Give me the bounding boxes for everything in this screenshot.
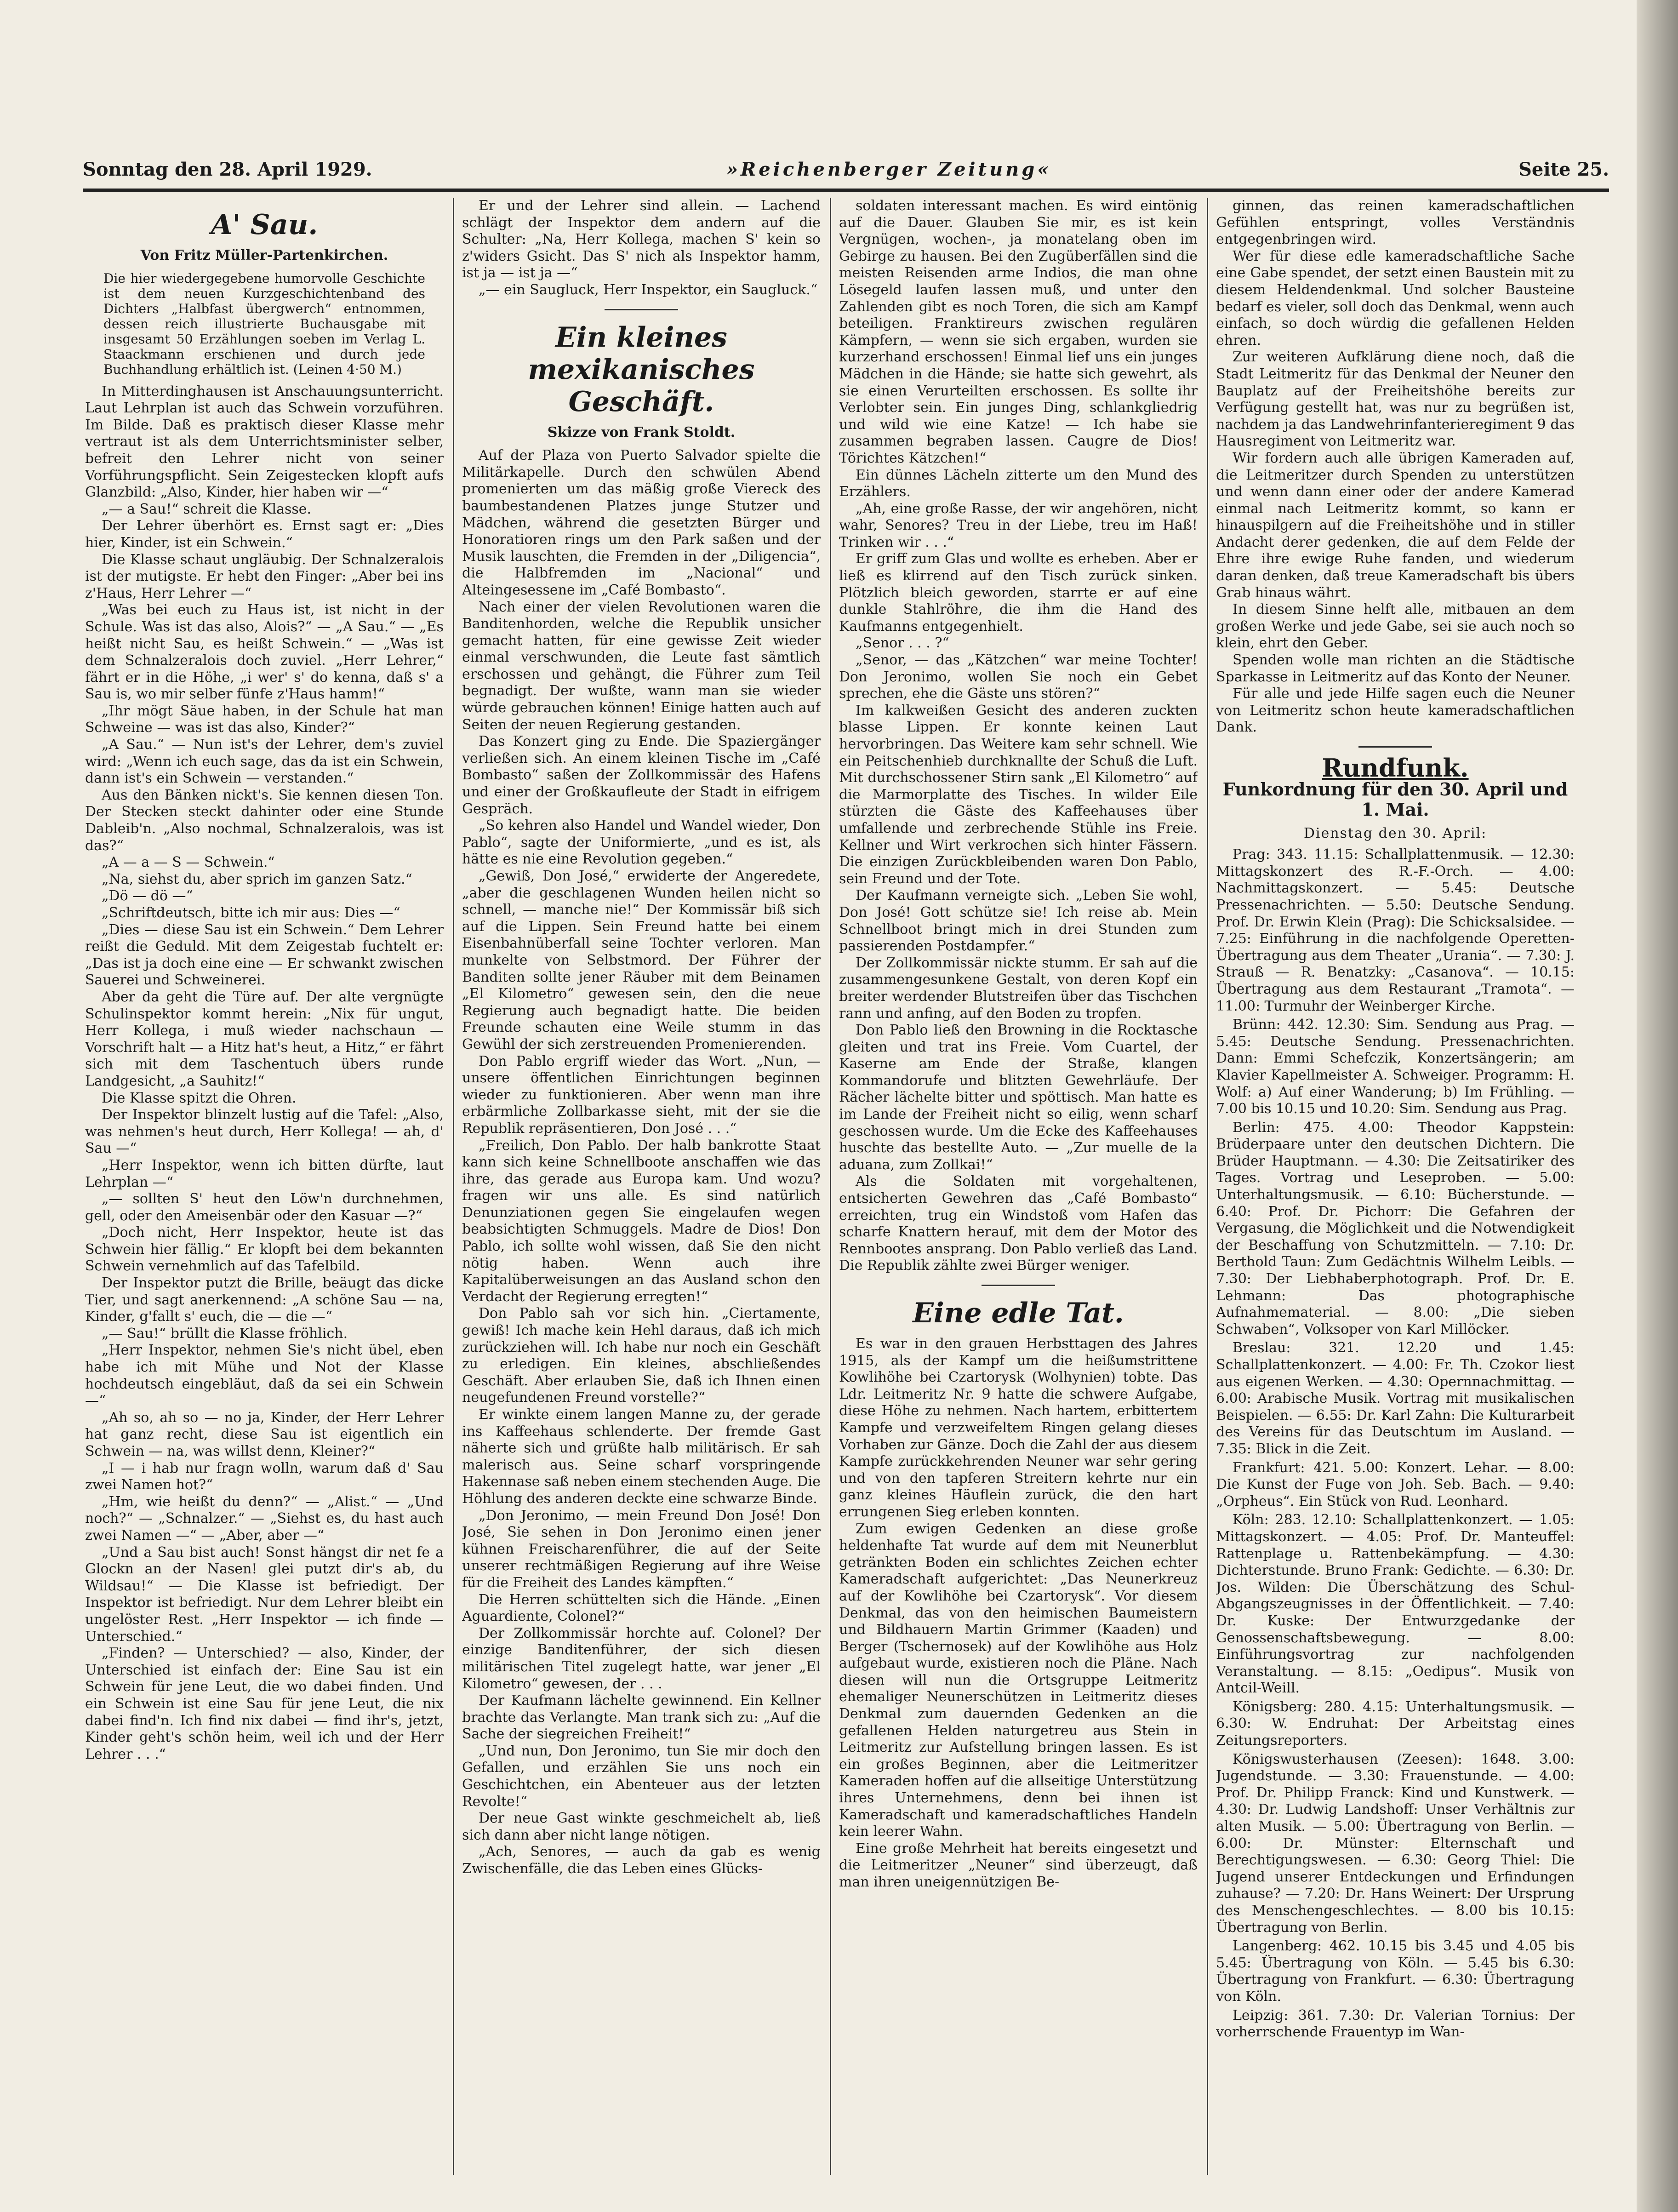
paragraph: „Und a Sau bist auch! Sonst hängst dir net fe a Glockn an der Nasen! glei putzt dir's ab, du Wildsau!“ — Die Klasse ist befriedigt. Der Inspektor ist befriedigt. Nur dem Lehrer bleibt ein ungelöster Rest. „Herr Inspektor — ich finde — Unterschied.“ xyxy=(85,1544,444,1645)
paragraph: Auf der Plaza von Puerto Salvador spielte die Militärkapelle. Durch den schwülen Abend promenierten um das mäßig große Viereck des baumbestandenen Platzes junge Stutzer und Mädchen, während die gesetzten Bürger und Honoratioren rings um den Park saßen und der Musik lauschten, die Fremden in der „Diligencia“, die Halbfremden im „Nacional“ und Alteingesessene im „Café Bombasto“. xyxy=(462,447,821,598)
article-separator xyxy=(605,309,678,310)
article-body-continued xyxy=(839,198,1198,1275)
paragraph: „Na, siehst du, aber sprich im ganzen Satz.“ xyxy=(102,871,412,887)
paragraph: „Freilich, Don Pablo. Der halb bankrotte Staat kann sich keine Schnellboote anschaffen wie das ihre, das gerade aus Europa kam. Und wozu? fragen wir uns alle. Es sind natürlich Denunziationen gegen Sie eingelaufen wegen beabsichtigten Schmuggels. Madre de Dios! Don Pablo, ich sollte wohl wissen, daß Sie den nicht nötig haben. Wenn auch ihre Kapitalüberweisungen an das Ausland schon den Verdacht der Regierung erregten!“ xyxy=(462,1137,821,1305)
section-title: Rundfunk. xyxy=(1322,753,1469,783)
paragraph: „A Sau.“ — Nun ist's der Lehrer, dem's zuviel wird: „Wenn ich euch sage, das da ist ein Schwein, dann ist's ein Schwein — verstanden.“ xyxy=(85,737,444,787)
paragraph: „— a Sau!“ schreit die Klasse. xyxy=(102,501,312,517)
paragraph: In diesem Sinne helft alle, mitbauen an dem großen Werke und jede Gabe, sei sie auch noch so klein, ehrt den Geber. xyxy=(1216,601,1575,652)
paragraph: „Und nun, Don Jeronimo, tun Sie mir doch den Gefallen, und erzählen Sie uns noch ein Geschichtchen, ein Abenteuer aus der letzten Revolte!“ xyxy=(462,1743,821,1810)
article-body xyxy=(85,383,444,1763)
paragraph: Der Kaufmann lächelte gewinnend. Ein Kellner brachte das Verlangte. Man trank sich zu: „Auf die Sache der siegreichen Freiheit!“ xyxy=(462,1692,821,1743)
article-separator xyxy=(1358,746,1432,748)
column-rule xyxy=(1207,198,1208,2175)
paragraph: Als die Soldaten mit vorgehaltenen, entsicherten Gewehren das „Café Bombasto“ erreichten, trug ein Windstoß vom Hafen das scharfe Knattern herauf, mit dem der Motor des Rennbootes ansprang. Don Pablo verließ das Land. Die Republik zählte zwei Bürger weniger. xyxy=(839,1173,1198,1274)
paragraph: „Doch nicht, Herr Inspektor, heute ist das Schwein hier fällig.“ Er klopft bei dem bekannten Schwein vernehmlich auf das Tafelbild. xyxy=(85,1224,444,1275)
paragraph: Er griff zum Glas und wollte es erheben. Aber er ließ es klirrend auf den Tisch zurück sinken. Plötzlich bleich geworden, starrte er auf eine dunkle Stahlröhre, die ihm die Hand des Kaufmanns entgegenhielt. xyxy=(839,551,1198,634)
article-title: Ein kleines mexikanisches Geschäft. xyxy=(528,321,755,418)
radio-station-entry: Langenberg: 462. 10.15 bis 3.45 und 4.05 bis 5.45: Übertragung von Köln. — 5.45 bis 6.30: Übertragung von Frankfurt. — 6.30: Übertragung von Köln. xyxy=(1216,1938,1575,2005)
paragraph: „Ah, eine große Rasse, der wir angehören, nicht wahr, Senores? Treu in der Liebe, treu im Haß! Trinken wir . . .“ xyxy=(839,500,1198,550)
paragraph: ginnen, das reinen kameradschaftlichen Gefühlen entspringt, volles Verständnis entgegenbringen wird. xyxy=(1216,198,1575,248)
paragraph: Das Konzert ging zu Ende. Die Spaziergänger verließen sich. An einem kleinen Tische im „Café Bombasto“ saßen der Zollkommissär des Hafens und einer der Großkaufleute der Stadt in eifrigem Gespräch. xyxy=(462,733,821,817)
header-rule xyxy=(83,189,1609,192)
radio-station-entry: Frankfurt: 421. 5.00: Konzert. Lehar. — 8.00: Die Kunst der Fuge von Joh. Seb. Bach. — 9.40: „Orpheus“. Ein Stück von Rud. Leonhard. xyxy=(1216,1459,1575,1509)
column-3 xyxy=(839,198,1198,2175)
header-masthead: »Reichenberger Zeitung« xyxy=(726,159,1052,180)
paragraph: „— Sau!“ brüllt die Klasse fröhlich. xyxy=(102,1325,348,1342)
article-body xyxy=(462,447,821,1877)
article-body xyxy=(839,1336,1198,1891)
article-separator xyxy=(982,1285,1055,1286)
paragraph: Der neue Gast winkte geschmeichelt ab, ließ sich dann aber nicht lange nötigen. xyxy=(462,1810,821,1843)
radio-station-entry: Prag: 343. 11.15: Schallplattenmusik. — 12.30: Mittagskonzert des R.-F.-Orch. — 4.00: Nachmittagskonzert. — 5.45: Deutsche Pressenachrichten. — 5.50: Deutsche Sendung. Prof. Dr. Erwin Klein (Prag): Die Schicksalsidee. — 7.25: Einführung in die nachfolgende Operetten-Übertragung aus dem Theater „Urania“. — 7.30: J. Strauß — R. Benatzky: „Casanova“. — 10.15: Übertragung aus dem Restaurant „Tramota“. — 11.00: Turmuhr der Weinberger Kirche. xyxy=(1216,846,1575,1014)
radio-station-entry: Königswusterhausen (Zeesen): 1648. 3.00: Jugendstunde. — 3.30: Frauenstunde. — 4.00: Prof. Dr. Philipp Franck: Kind und Kunstwerk. — 4.30: Dr. Ludwig Landshoff: Unser Verhältnis zur alten Musik. — 5.00: Übertragung von Berlin. — 6.00: Dr. Münster: Elternschaft und Berechtigungswesen. — 6.30: Georg Thiel: Die Jugend unserer Entdeckungen und Erfindungen zuhause? — 7.20: Dr. Hans Weinert: Der Ursprung des Menschengeschlechtes. — 8.00 bis 10.15: Übertragung von Berlin. xyxy=(1216,1751,1575,1936)
paragraph: Die Klasse spitzt die Ohren. xyxy=(102,1090,297,1106)
paragraph: In Mitterdinghausen ist Anschauungsunterricht. Laut Lehrplan ist auch das Schwein vorzuführen. Im Bilde. Daß es praktisch dieser Klasse mehr vertraut ist als dem Unterrichtsminister selber, befreit den Lehrer nicht von seiner Vorführungspflicht. Sein Zeigestecken klopft aufs Glanzbild: „Also, Kinder, hier haben wir —“ xyxy=(85,383,444,501)
paragraph: Don Pablo sah vor sich hin. „Ciertamente, gewiß! Ich mache kein Hehl daraus, daß ich mich zurückziehen will. Ich habe nur noch ein Geschäft zu erledigen. Ein kleines, abschließendes Geschäft. Aber erlauben Sie, daß ich Ihnen einen neugefundenen Freund vorstelle?“ xyxy=(462,1305,821,1406)
paragraph: „Ah so, ah so — no ja, Kinder, der Herr Lehrer hat ganz recht, diese Sau ist eigentlich ein Schwein — na, was willst denn, Kleiner?“ xyxy=(85,1409,444,1459)
article-byline: Von Fritz Müller-Partenkirchen. xyxy=(140,247,388,263)
paragraph: Nach einer der vielen Revolutionen waren die Banditenhorden, welche die Republik unsicher gemacht hatten, für eine gewisse Zeit wieder einmal verschwunden, die Leute fast sämtlich erschossen und gehängt, die Führer zum Teil begnadigt. Der wußte, wann man sie wieder würde gebrauchen können! Einige hatten auch auf Seiten der neuen Regierung gestanden. xyxy=(462,599,821,733)
paragraph: Er und der Lehrer sind allein. — Lachend schlägt der Inspektor dem andern auf die Schulter: „Na, Herr Kollega, machen S' kein so z'widers Gsicht. Das S' nich als Inspektor hamm, ist ja — ist ja —“ xyxy=(462,198,821,281)
paragraph: Die Klasse schaut ungläubig. Der Schnalzeralois ist der mutigste. Er hebt den Finger: „Aber bei ins z'Haus, Herr Lehrer —“ xyxy=(85,551,444,601)
paragraph: Der Zollkommissär nickte stumm. Er sah auf die zusammengesunkene Gestalt, von deren Kopf ein breiter werdender Blutstreifen über das Tischchen rann und anfing, auf den Boden zu tropfen. xyxy=(839,955,1198,1022)
paragraph: „Senor . . . ?“ xyxy=(856,635,949,652)
article-title: Eine edle Tat. xyxy=(913,1297,1124,1329)
paragraph: Die Herren schüttelten sich die Hände. „Einen Aguardiente, Colonel?“ xyxy=(462,1591,821,1625)
radio-station-entry: Köln: 283. 12.10: Schallplattenkonzert. — 1.05: Mittagskonzert. — 4.05: Prof. Dr. Manteuffel: Rattenplage u. Rattenbekämpfung. — 4.30: Dichterstunde. Bruno Frank: Gedichte. — 6.30: Dr. Jos. Wilden: Die Überschätzung des Schul-Abgangszeugnisses in der Öffentlichkeit. — 7.40: Dr. Kuske: Der Entwurzgedanke der Genossenschaftsbewegung. — 8.00: Einführungsvortrag zur nachfolgenden Veranstaltung. — 8.15: „Oedipus“. Musik von Antcil-Weill. xyxy=(1216,1512,1575,1697)
paragraph: Aber da geht die Türe auf. Der alte vergnügte Schulinspektor kommt herein: „Nix für ungut, Herr Kollega, i muß wieder nachschaun — Vorschrift halt — a Hitz hat's heut, a Hitz,“ er fährt sich mit dem Taschentuch übers runde Landgesicht, „a Sauhitz!“ xyxy=(85,989,444,1089)
paragraph: Don Pablo ergriff wieder das Wort. „Nun, — unsere öffentlichen Einrichtungen beginnen wieder zu funktionieren. Aber wenn man ihre erbärmliche Zollbarkasse sieht, mit der sie die Republik repräsentieren, Don José . . .“ xyxy=(462,1053,821,1137)
paragraph: „Dies — diese Sau ist ein Schwein.“ Dem Lehrer reißt die Geduld. Mit dem Zeigestab fuchtelt er: „Das ist ja doch eine eine — Er schwankt zwischen Sauerei und Schweinerei. xyxy=(85,921,444,989)
paragraph: Der Kaufmann verneigte sich. „Leben Sie wohl, Don José! Gott schütze sie! Ich reise ab. Mein Schnellboot bringt mich in drei Stunden zum passierenden Postdampfer.“ xyxy=(839,887,1198,955)
header-date: Sonntag den 28. April 1929. xyxy=(83,159,372,180)
paragraph: Don Pablo ließ den Browning in die Rocktasche gleiten und trat ins Freie. Vom Cuartel, der Kaserne am Ende der Straße, klangen Kommandorufe und blitzten Gewehrläufe. Der Rächer lächelte bitter und spöttisch. Man hatte es im Lande der Freiheit nicht so eilig, wenn scharf geschossen wurde. Um die Ecke des Kaffeehauses huschte das bestellte Auto. — „Zur muelle de la aduana, zum Zollkai!“ xyxy=(839,1022,1198,1173)
column-rule xyxy=(453,198,454,2175)
article-byline: Skizze von Frank Stoldt. xyxy=(547,424,736,440)
paragraph: Der Zollkommissär horchte auf. Colonel? Der einzige Banditenführer, der sich diesen militärischen Titel zugelegt hatte, war jener „El Kilometro“ gewesen, der . . . xyxy=(462,1625,821,1692)
page-header xyxy=(83,159,1609,186)
program-day: Dienstag den 30. April: xyxy=(1303,825,1487,841)
paragraph: „A — a — S — Schwein.“ xyxy=(102,854,275,871)
paragraph: „Don Jeronimo, — mein Freund Don José! Don José, Sie sehen in Don Jeronimo einen jener kühnen Freischarenführer, die auf der Seite unserer rechtmäßigen Regierung auf ihre Weise für die Freiheit des Landes kämpften.“ xyxy=(462,1507,821,1591)
paragraph: Im kalkweißen Gesicht des anderen zuckten blasse Lippen. Er konnte keinen Laut hervorbringen. Das Weitere kam sehr schnell. Wie ein Peitschenhieb durchknallte der Schuß die Luft. Mit durchschossener Stirn sank „El Kilometro“ auf die Marmorplatte des Tisches. In wilder Eile stürzten die Gäste des Kaffeehauses über umfallende und zerbrechende Stühle ins Freie. Kellner und Wirt verkrochen sich hinter Fässern. Die einzigen Zurückbleibenden waren Don Pablo, sein Freund und der Tote. xyxy=(839,702,1198,887)
paragraph: „Ihr mögt Säue haben, in der Schule hat man Schweine — was ist das also, Kinder?“ xyxy=(85,703,444,736)
paragraph: Für alle und jede Hilfe sagen euch die Neuner von Leitmeritz schon heute kameradschaftlichen Dank. xyxy=(1216,686,1575,736)
article-title: A' Sau. xyxy=(211,209,318,241)
radio-station-entry: Königsberg: 280. 4.15: Unterhaltungsmusik. — 6.30: W. Endruhat: Der Arbeitstag eines Zeitungsreporters. xyxy=(1216,1698,1575,1749)
paragraph: Wer für diese edle kameradschaftliche Sache eine Gabe spendet, der setzt einen Baustein mit zu diesem Heldendenkmal. Und solcher Bausteine bedarf es vieler, soll doch das Denkmal, wenn auch einfach, so doch würdig die gefallenen Helden ehren. xyxy=(1216,248,1575,349)
paragraph: Zum ewigen Gedenken an diese große heldenhafte Tat wurde auf dem mit Neunerblut getränkten Boden ein schlichtes Zeichen echter Kameradschaft aufgerichtet: „Das Neunerkreuz auf der Kowlihöhe bei Czartorysk“. Vor diesem Denkmal, das von den heimischen Baumeistern und Bildhauern Martin Grimmer (Kaaden) und Berger (Tschernosek) auf der Kowlihöhe aus Holz aufgebaut wurde, existieren noch die Pläne. Nach diesen will nun die Ortsgruppe Leitmeritz ehemaliger Neunerschützen in Leitmeritz dieses Denkmal zum dauernden Gedenken an die gefallenen Helden naturgetreu aus Stein in Leitmeritz zur Aufstellung bringen lassen. Es ist ein großes Beginnen, aber die Leitmeritzer Kameraden hoffen auf die allseitige Unterstützung ihres Unternehmens, denn bei ihnen ist Kameradschaft und kameradschaftliches Handeln kein leerer Wahn. xyxy=(839,1520,1198,1840)
paragraph: soldaten interessant machen. Es wird eintönig auf die Dauer. Glauben Sie mir, es ist kein Vergnügen, wochen-, ja monatelang oben im Gebirge zu hausen. Bei den Zugüberfällen sind die meisten Reisenden arme Indios, die man ohne Lösegeld laufen lassen muß, und unter den Zahlenden gibt es noch Toren, die sich am Kampf beteiligen. Franktireurs zwischen regulären Kämpfern, — wenn sie sich ergaben, wurden sie kurzerhand erschossen! Einmal lief uns ein junges Mädchen in die Hände; sie hatte sich gewehrt, als sie einen Verurteilten erschossen. Es sollte ihr Verlobter sein. Ein junges Ding, schlankgliedrig und wild wie eine Katze! — Ich habe sie zusammen begraben lassen. Caugre de Dios! Törichtes Kätzchen!“ xyxy=(839,198,1198,466)
paragraph: „Senor, — das „Kätzchen“ war meine Tochter! Don Jeronimo, wollen Sie noch ein Gebet sprechen, ehe die Gäste uns stören?“ xyxy=(839,652,1198,702)
radio-station-entry: Berlin: 475. 4.00: Theodor Kappstein: Brüderpaare unter den deutschen Dichtern. Die Brüder Hauptmann. — 4.30: Die Zeitsatiriker des Tages. Vortrag und Leseproben. — 5.00: Unterhaltungsmusik. — 6.10: Bücherstunde. — 6.40: Prof. Dr. Pichorr: Die Gefahren der Vergasung, die Möglichkeit und die Notwendigkeit der Beschaffung von Schutzmitteln. — 7.10: Dr. Berthold Taun: Zum Gedächtnis Wilhelm Leibls. — 7.30: Der Liebhaberphotograph. Prof. Dr. E. Lehmann: Das photographische Aufnahmematerial. — 8.00: „Die sieben Schwaben“, Volksoper von Karl Millöcker. xyxy=(1216,1119,1575,1337)
paragraph: „Hm, wie heißt du denn?“ — „Alist.“ — „Und noch?“ — „Schnalzer.“ — „Siehst es, du hast auch zwei Namen —“ — „Aber, aber —“ xyxy=(85,1493,444,1543)
paragraph: Wir fordern auch alle übrigen Kameraden auf, die Leitmeritzer durch Spenden zu unterstützen und wenn dann einer oder der andere Kamerad einmal nach Leitmeritz kommt, so kann er hinauspilgern auf die Freiheitshöhe und in stiller Andacht derer gedenken, die auf dem Felde der Ehre ihre ewige Ruhe fanden, und wiederum daran denken, daß treue Kameradschaft bis übers Grab hinaus währt. xyxy=(1216,450,1575,601)
paragraph: „Ach, Senores, — auch da gab es wenig Zwischenfälle, die das Leben eines Glücks- xyxy=(462,1844,821,1877)
paragraph: Aus den Bänken nickt's. Sie kennen diesen Ton. Der Stecken steckt dahinter oder eine Stunde Dableib'n. „Also nochmal, Schnalzeralois, was ist das?“ xyxy=(85,787,444,854)
article-body-continued xyxy=(462,198,821,299)
column-2 xyxy=(462,198,821,2175)
paragraph: „Herr Inspektor, nehmen Sie's nicht übel, eben habe ich mit Mühe und Not der Klasse hochdeutsch eingebläut, daß da sei ein Schwein —“ xyxy=(85,1342,444,1409)
paragraph: „Dö — dö —“ xyxy=(102,888,193,904)
paragraph: Eine große Mehrheit hat bereits eingesetzt und die Leitmeritzer „Neuner“ sind überzeugt, daß man ihren uneigennützigen Be- xyxy=(839,1840,1198,1890)
radio-station-entry: Brünn: 442. 12.30: Sim. Sendung aus Prag. — 5.45: Deutsche Sendung. Pressenachrichten. Dann: Emmi Schefczik, Konzertsängerin; am Klavier Kapellmeister A. Schweiger. Programm: H. Wolf: a) Auf einer Wanderung; b) Im Frühling. — 7.00 bis 10.15 und 10.20: Sim. Sendung aus Prag. xyxy=(1216,1017,1575,1117)
paragraph: Zur weiteren Aufklärung diene noch, daß die Stadt Leitmeritz für das Denkmal der Neuner den Bauplatz auf der Freiheitshöhe bereits zur Verfügung gestellt hat, was nur zu begrüßen ist, nachdem ja das Landwehrinfanterieregiment 9 das Hausregiment von Leitmeritz war. xyxy=(1216,349,1575,450)
radio-station-entry: Leipzig: 361. 7.30: Dr. Valerian Tornius: Der vorherrschende Frauentyp im Wan- xyxy=(1216,2007,1575,2041)
paragraph: Er winkte einem langen Manne zu, der gerade ins Kaffeehaus schlenderte. Der fremde Gast näherte sich und grüßte halb militärisch. Er sah malerisch aus. Seine scharf vorspringende Hakennase saß neben einem stechenden Auge. Die Höhlung des anderen deckte eine schwarze Binde. xyxy=(462,1406,821,1507)
scan-edge xyxy=(1637,0,1678,2212)
paragraph: „Gewiß, Don José,“ erwiderte der Angeredete, „aber die geschlagenen Wunden heilen nicht so schnell, — manche nie!“ Der Kommissär biß sich auf die Lippen. Sein Freund hatte bei einem Eisenbahnüberfall seine Tochter verloren. Man munkelte von Selbstmord. Der Führer der Banditen sollte jener Räuber mit dem Beinamen „El Kilometro“ gewesen sein, den die neue Regierung auch begnadigt hatte. Die beiden Freunde schauten eine Weile stumm in das Gewühl der sich zerstreuenden Promenierenden. xyxy=(462,868,821,1052)
section-subtitle: Funkordnung für den 30. April und 1. Mai. xyxy=(1222,778,1568,820)
paragraph: Der Inspektor putzt die Brille, beäugt das dicke Tier, und sagt anerkennend: „A schöne Sau — na, Kinder, g'fallt s' euch, die — die —“ xyxy=(85,1275,444,1325)
paragraph: „So kehren also Handel und Wandel wieder, Don Pablo“, sagte der Uniformierte, „und es ist, als hätte es nie eine Revolution gegeben.“ xyxy=(462,817,821,868)
paragraph: „Was bei euch zu Haus ist, ist nicht in der Schule. Was ist das also, Alois?“ — „A Sau.“ — „Es heißt nicht Sau, es heißt Schwein.“ — „Was ist dem Schnalzeralois doch zuviel. „Herr Lehrer,“ fährt er in die Höhe, „i wer' s' do kenna, daß s' a Sau is, wo mir selber fünfe z'Haus hamm!“ xyxy=(85,602,444,703)
paragraph: Es war in den grauen Herbsttagen des Jahres 1915, als der Kampf um die heißumstrittene Kowlihöhe bei Czartorysk (Wolhynien) tobte. Das Ldr. Leitmeritz Nr. 9 hatte die schwere Aufgabe, diese Höhe zu nehmen. Nach hartem, erbittertem Kampfe und verzweifeltem Ringen gelang dieses Vorhaben zur Gänze. Doch die Zahl der aus diesem Kampfe zurückkehrenden Neuner war sehr gering und von den tapferen Streitern kehrte nur ein ganz kleines Häuflein zurück, die den hart errungenen Sieg erleben konnten. xyxy=(839,1336,1198,1520)
paragraph: Ein dünnes Lächeln zitterte um den Mund des Erzählers. xyxy=(839,467,1198,500)
paragraph: Spenden wolle man richten an die Städtische Sparkasse in Leitmeritz auf das Konto der Neuner. xyxy=(1216,652,1575,685)
paragraph: „I — i hab nur fragn wolln, warum daß d' Sau zwei Namen hot?“ xyxy=(85,1460,444,1493)
paragraph: „Herr Inspektor, wenn ich bitten dürfte, laut Lehrplan —“ xyxy=(85,1157,444,1190)
paragraph: Der Lehrer überhört es. Ernst sagt er: „Dies hier, Kinder, ist ein Schwein.“ xyxy=(85,518,444,551)
radio-program-list xyxy=(1216,846,1575,2041)
column-4 xyxy=(1216,198,1575,2175)
paragraph: „Finden? — Unterschied? — also, Kinder, der Unterschied ist einfach der: Eine Sau ist ein Schwein für jene Leut, die wo dabei finden. Und ein Schwein ist eine Sau für jene Leut, die nix dabei find'n. Ich find nix dabei — find ihr's, jetzt, Kinder geht's schön heim, weil ich und der Herr Lehrer . . .“ xyxy=(85,1645,444,1762)
header-page-number: Seite 25. xyxy=(1518,159,1609,180)
paragraph: Der Inspektor blinzelt lustig auf die Tafel: „Also, was nehmen's heut durch, Herr Kollega! — ah, d' Sau —“ xyxy=(85,1107,444,1157)
radio-station-entry: Breslau: 321. 12.20 und 1.45: Schallplattenkonzert. — 4.00: Fr. Th. Czokor liest aus eigenen Werken. — 4.30: Opernnachmittag. — 6.00: Arabische Musik. Vortrag mit musikalischen Beispielen. — 6.55: Dr. Karl Zahn: Die Kulturarbeit des Vereins für das Deutschtum im Ausland. — 7.35: Blick in die Zeit. xyxy=(1216,1340,1575,1457)
paragraph: „Schriftdeutsch, bitte ich mir aus: Dies —“ xyxy=(102,905,400,921)
article-intro: Die hier wiedergegebene humorvolle Geschichte ist dem neuen Kurzgeschichtenband des Dichters „Halbfast übergwerch“ entnommen, dessen reich illustrierte Buchausgabe mit insgesamt 50 Erzählungen soeben im Verlag L. Staackmann erschienen und durch jede Buchhandlung erhältlich ist. (Leinen 4·50 M.) xyxy=(103,270,425,377)
column-1 xyxy=(85,198,444,2175)
paragraph: „— ein Saugluck, Herr Inspektor, ein Saugluck.“ xyxy=(479,281,818,298)
paragraph: „— sollten S' heut den Löw'n durchnehmen, gell, oder den Ameisenbär oder den Kasuar —?“ xyxy=(85,1191,444,1224)
article-body-continued xyxy=(1216,198,1575,736)
column-rule xyxy=(830,198,831,2175)
